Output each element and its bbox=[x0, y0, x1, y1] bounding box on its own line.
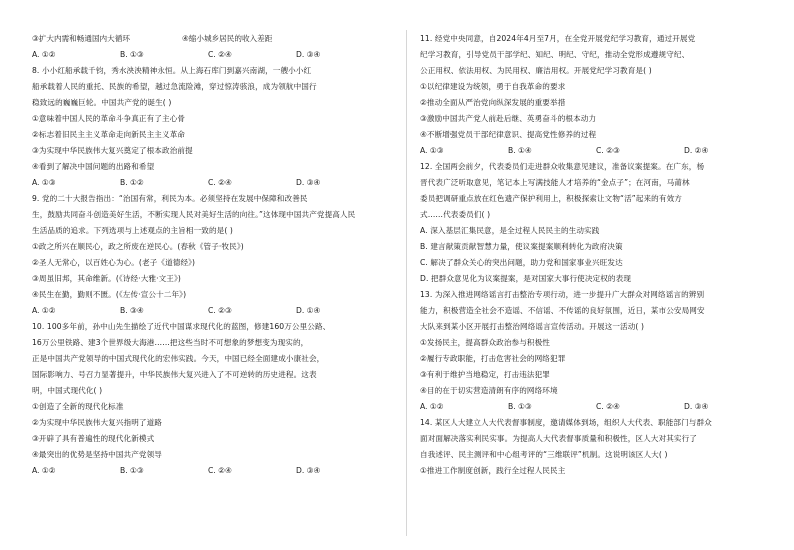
option-line: ②圣人无常心，以百姓心为心。(老子《道德经》) bbox=[32, 258, 196, 267]
choice: C. ②④ bbox=[596, 402, 620, 411]
option-line: ④最突出的优势是坚持中国共产党领导 bbox=[32, 450, 163, 459]
question-stem: 纪学习教育，引导党员干部学纪、知纪、明纪、守纪，推动全党形成遵规守纪、 bbox=[420, 50, 690, 59]
choice: D. ②④ bbox=[684, 146, 709, 155]
question-stem: 10. 100多年前，孙中山先生描绘了近代中国谋求现代化的蓝图，修建160万公里公路、 bbox=[32, 322, 331, 331]
choice: B. ①③ bbox=[120, 466, 144, 475]
question-stem: 国际影响力、号召力显著提升，中华民族伟大复兴进入了不可逆转的历史进程。这表 bbox=[32, 370, 317, 379]
option-line: ①以纪律建设为统领，勇于自我革命的要求 bbox=[420, 82, 566, 91]
q13-choices bbox=[420, 402, 774, 413]
choice: A. ①② bbox=[420, 402, 444, 411]
question-stem: 生，鼓励共同奋斗创造美好生活，不断实现人民对美好生活的向往。”这体现中国共产党提高人民 bbox=[32, 210, 356, 219]
option-line: ①创造了全新的现代化标准 bbox=[32, 402, 124, 411]
left-column bbox=[32, 34, 386, 482]
column-divider bbox=[406, 30, 407, 536]
option-line: ①推进工作制度创新，践行全过程人民民主 bbox=[420, 466, 566, 475]
question-12 bbox=[420, 162, 774, 285]
question-stem: 14. 某区人大建立人大代表督事制度，邀请媒体到场，组织人大代表、职能部门与群众 bbox=[420, 418, 712, 427]
choice: C. ②③ bbox=[596, 146, 620, 155]
question-10 bbox=[32, 322, 386, 477]
choice: A. ①③ bbox=[32, 178, 56, 187]
option-line: B. 建言献策贡献智慧力量，使议案提案顺利转化为政府决策 bbox=[420, 242, 623, 251]
option-line: ①发扬民主，提高群众政治参与积极性 bbox=[420, 338, 551, 347]
question-9 bbox=[32, 194, 386, 317]
question-13 bbox=[420, 290, 774, 413]
option-line: C. 解决了群众关心的突出问题，助力党和国家事业兴旺发达 bbox=[420, 258, 623, 267]
choice: D. ③④ bbox=[296, 50, 321, 59]
question-stem: 16万公里铁路、建3个世界级大海港……把这些当时不可想象的梦想变为现实的， bbox=[32, 338, 309, 347]
question-8 bbox=[32, 66, 386, 189]
choice: D. ①④ bbox=[296, 306, 321, 315]
option-line: D. 把群众意见化为议案提案，是对国家大事行使决定权的表现 bbox=[420, 274, 632, 283]
question-stem: 大队来到某小区开展打击整治网络谣言宣传活动。开展这一活动( ) bbox=[420, 322, 645, 331]
choice: A. ①② bbox=[32, 466, 56, 475]
option-line: ②履行专政职能，打击危害社会的网络犯罪 bbox=[420, 354, 566, 363]
option-line: ④看到了解决中国问题的出路和希望 bbox=[32, 162, 155, 171]
choice: C. ②④ bbox=[208, 50, 232, 59]
option-line: ④缩小城乡居民的收入差距 bbox=[182, 34, 273, 43]
choice: A. ①③ bbox=[420, 146, 444, 155]
choice: D. ③④ bbox=[296, 466, 321, 475]
question-stem: 稳致远的巍巍巨轮。中国共产党的诞生( ) bbox=[32, 98, 172, 107]
question-stem: 8. 小小红船承载千钧，秀水泱泱精神永恒。从上海石库门到嘉兴南湖，一艘小小红 bbox=[32, 66, 312, 75]
question-11 bbox=[420, 34, 774, 157]
question-stem: 公正用权、依法用权、为民用权、廉洁用权。开展党纪学习教育是( ) bbox=[420, 66, 652, 75]
choice: A. ①② bbox=[32, 306, 56, 315]
option-line: ②标志着旧民主主义革命走向新民主主义革命 bbox=[32, 130, 186, 139]
question-stem: 能力，积极营造全社会不造谣、不信谣、不传谣的良好氛围，近日，某市公安局网安 bbox=[420, 306, 705, 315]
carryover-options bbox=[32, 34, 386, 45]
choice: A. ①② bbox=[32, 50, 56, 59]
question-stem: 明，中国式现代化( ) bbox=[32, 386, 103, 395]
option-line: A. 深入基层汇集民意，是全过程人民民主的生动实践 bbox=[420, 226, 600, 235]
choice: C. ②④ bbox=[208, 178, 232, 187]
question-stem: 式……代表委员们( ) bbox=[420, 210, 491, 219]
choice: B. ③④ bbox=[120, 306, 144, 315]
option-line: ④目的在于切实营造清朗有序的网络环境 bbox=[420, 386, 558, 395]
option-line: ③为实现中华民族伟大复兴奠定了根本政治前提 bbox=[32, 146, 193, 155]
option-line: ②为实现中华民族伟大复兴指明了道路 bbox=[32, 418, 163, 427]
option-line: ①意味着中国人民的革命斗争真正有了主心骨 bbox=[32, 114, 186, 123]
question-14 bbox=[420, 418, 774, 477]
question-stem: 面对面解决落实利民实事。为提高人大代表督事质量和积极性，区人大对其实行了 bbox=[420, 434, 697, 443]
choice: B. ①② bbox=[120, 178, 144, 187]
choice: D. ③④ bbox=[684, 402, 709, 411]
choice: C. ②④ bbox=[208, 466, 232, 475]
option-line: ②推动全面从严治党向纵深发展的重要举措 bbox=[420, 98, 566, 107]
option-line: ③开辟了具有普遍性的现代化新模式 bbox=[32, 434, 155, 443]
q10-choices bbox=[32, 466, 386, 477]
option-line: ③有利于维护当地稳定，打击违法犯罪 bbox=[420, 370, 551, 379]
question-stem: 自我述评、民主测评和中心组考评的“三维联评”机制。这说明该区人大( ) bbox=[420, 450, 668, 459]
question-stem: 晋代表广泛听取意见，笔记本上写满技能人才培养的“金点子”；在河南，马莆林 bbox=[420, 178, 690, 187]
option-line: ③周虽旧邦，其命维新。(《诗经·大雅·文王》) bbox=[32, 274, 181, 283]
choice: B. ①③ bbox=[120, 50, 144, 59]
question-stem: 13. 为深入推进网络谣言打击整治专项行动，进一步提升广大群众对网络谣言的辨别 bbox=[420, 290, 705, 299]
option-line: ④民生在勤，勤则不匮。(《左传·宣公十二年》) bbox=[32, 290, 187, 299]
q11-choices bbox=[420, 146, 774, 157]
choice: D. ③④ bbox=[296, 178, 321, 187]
option-line: ④不断增强党员干部纪律意识、提高党性修养的过程 bbox=[420, 130, 597, 139]
question-stem: 11. 经党中央同意，自2024年4月至7月，在全党开展党纪学习教育，通过开展党 bbox=[420, 34, 696, 43]
question-stem: 船承载着人民的重托、民族的希望，越过急流险滩，穿过惊涛骇浪，成为领航中国行 bbox=[32, 82, 317, 91]
q9-choices bbox=[32, 306, 386, 317]
option-line: ③扩大内需和畅通国内大循环 bbox=[32, 34, 130, 43]
choice: B. ①④ bbox=[508, 146, 532, 155]
question-stem: 9. 党的二十大报告指出：“治国有常，利民为本。必须坚持在发展中保障和改善民 bbox=[32, 194, 308, 203]
q7-choices bbox=[32, 50, 386, 61]
option-line: ③激励中国共产党人前赴后继、英勇奋斗的根本动力 bbox=[420, 114, 597, 123]
q8-choices bbox=[32, 178, 386, 189]
question-stem: 正是中国共产党领导的中国式现代化的宏伟实践。今天，中国已经全面建成小康社会， bbox=[32, 354, 325, 363]
question-stem: 委员把调研重点放在红色遗产保护利用上，积极探索让文物“活”起来的有效方 bbox=[420, 194, 682, 203]
choice: B. ①③ bbox=[508, 402, 532, 411]
question-stem: 12. 全国两会前夕，代表委员们走进群众收集意见建议，准备议案提案。在广东，杨 bbox=[420, 162, 705, 171]
right-column bbox=[420, 34, 774, 482]
option-line: ①政之所兴在顺民心，政之所废在逆民心。(春秋《管子·牧民》) bbox=[32, 242, 244, 251]
question-stem: 生活品质的追求。下列选项与上述观点的主旨相一致的是( ) bbox=[32, 226, 233, 235]
choice: C. ②③ bbox=[208, 306, 232, 315]
